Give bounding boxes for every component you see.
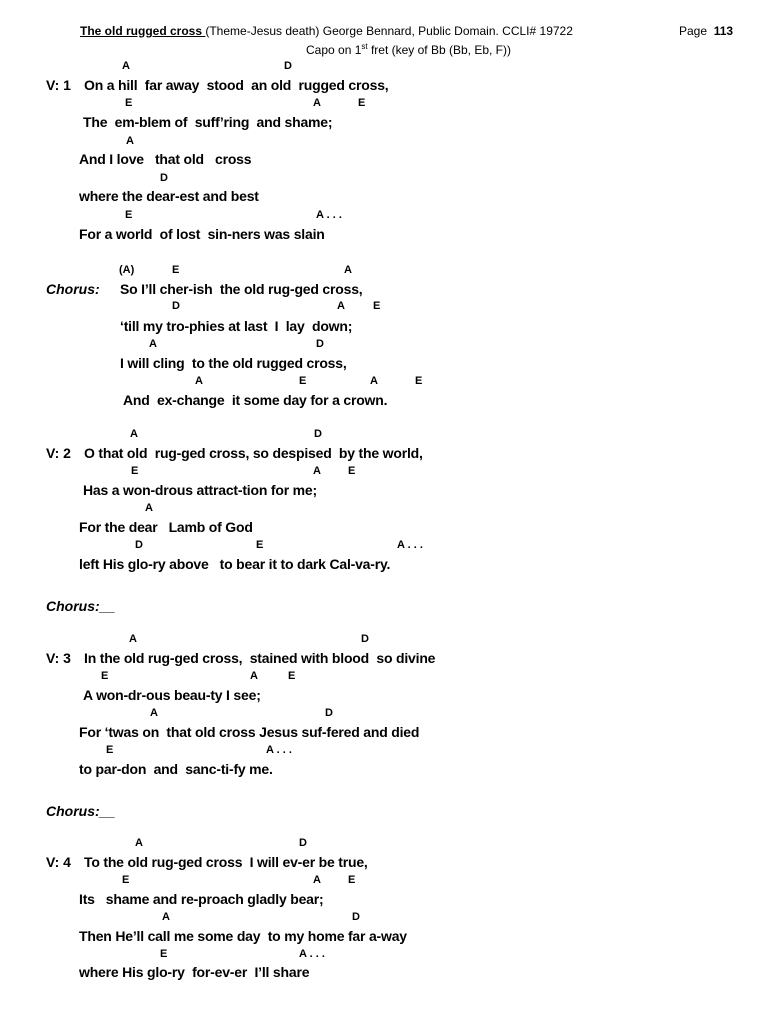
chord: D — [299, 837, 307, 849]
lyric-line: A won-dr-ous beau-ty I see; — [83, 687, 261, 703]
chord: E — [299, 375, 307, 387]
chord: D — [284, 60, 292, 72]
chord: E — [106, 744, 114, 756]
chord: A . . . — [316, 209, 342, 221]
chord: A — [370, 375, 378, 387]
chord: A — [150, 707, 158, 719]
chord: A — [126, 135, 134, 147]
chorus-label: Chorus: — [46, 281, 100, 297]
chord: A — [313, 874, 321, 886]
chord: E — [122, 874, 130, 886]
chord: A . . . — [299, 948, 325, 960]
chord: A — [129, 633, 137, 645]
page-number: 113 — [713, 24, 734, 38]
chord: E — [415, 375, 423, 387]
lyric-line: left His glo-ry above to bear it to dark Cal-va-ry. — [79, 556, 391, 572]
chord: D — [361, 633, 369, 645]
lyric-line: In the old rug-ged cross, stained with blood so divine — [84, 650, 436, 666]
lyric-line: And ex-change it some day for a crown. — [123, 392, 388, 408]
chord: D — [316, 338, 324, 350]
lyric-line: Its shame and re-proach gladly bear; — [79, 891, 324, 907]
verse-label: V: 1 — [46, 77, 71, 93]
lyric-line: I will cling to the old rugged cross, — [120, 355, 347, 371]
chord: D — [314, 428, 322, 440]
lyric-line: For ‘twas on that old cross Jesus suf-fered and died — [79, 724, 420, 740]
chord: E — [101, 670, 109, 682]
lyric-line: So I’ll cher-ish the old rug-ged cross, — [120, 281, 363, 297]
chord: D — [135, 539, 143, 551]
chord: A — [195, 375, 203, 387]
chord: E — [348, 465, 356, 477]
lyric-line: where the dear-est and best — [79, 188, 259, 204]
chord: A — [162, 911, 170, 923]
lyric-line: The em-blem of suff’ring and shame; — [83, 114, 333, 130]
chord: A . . . — [397, 539, 423, 551]
lyric-line: Has a won-drous attract-tion for me; — [83, 482, 317, 498]
verse-label: V: 4 — [46, 854, 71, 870]
capo-text: Capo on 1 — [306, 43, 362, 57]
chord: E — [348, 874, 356, 886]
capo-key: fret (key of Bb (Bb, Eb, F)) — [367, 43, 511, 57]
chord: (A) — [119, 264, 135, 276]
chord: A — [313, 97, 321, 109]
chord: A — [135, 837, 143, 849]
page-indicator — [679, 24, 733, 38]
chord: A — [122, 60, 130, 72]
chord: E — [373, 300, 381, 312]
chord: A — [250, 670, 258, 682]
chord: E — [172, 264, 180, 276]
chord: A — [313, 465, 321, 477]
verse-label: V: 3 — [46, 650, 71, 666]
lyric-line: For a world of lost sin-ners was slain — [79, 226, 325, 242]
chorus-reference: Chorus:__ — [46, 598, 116, 614]
chord: A . . . — [266, 744, 292, 756]
chord: D — [352, 911, 360, 923]
lyric-line: O that old rug-ged cross, so despised by the world, — [84, 445, 423, 461]
chord: E — [160, 948, 168, 960]
chord: E — [131, 465, 139, 477]
lyric-line: ‘till my tro-phies at last I lay down; — [120, 318, 353, 334]
lyric-line: where His glo-ry for-ev-er I’ll share — [79, 964, 310, 980]
chord: E — [256, 539, 264, 551]
chord: D — [160, 172, 168, 184]
chord: A — [344, 264, 352, 276]
lyric-line: Then He’ll call me some day to my home far a-way — [79, 928, 407, 944]
capo-note — [306, 42, 511, 57]
song-subtitle: (Theme-Jesus death) George Bennard, Public Domain. CCLI# 19722 — [205, 24, 573, 38]
lyric-line: For the dear Lamb of God — [79, 519, 253, 535]
chord: A — [337, 300, 345, 312]
lyric-line: On a hill far away stood an old rugged cross, — [84, 77, 389, 93]
page-label: Page — [679, 24, 708, 38]
chord: A — [149, 338, 157, 350]
lyric-line: And I love that old cross — [79, 151, 252, 167]
chord: E — [125, 209, 133, 221]
chord: A — [130, 428, 138, 440]
chord: A — [145, 502, 153, 514]
chorus-reference: Chorus:__ — [46, 803, 116, 819]
chord: D — [172, 300, 180, 312]
chord: D — [325, 707, 333, 719]
chord: E — [288, 670, 296, 682]
song-header — [80, 24, 573, 38]
verse-label: V: 2 — [46, 445, 71, 461]
lyric-line: To the old rug-ged cross I will ev-er be true, — [84, 854, 368, 870]
song-title: The old rugged cross — [80, 24, 206, 38]
lyric-line: to par-don and sanc-ti-fy me. — [79, 761, 273, 777]
chord: E — [358, 97, 366, 109]
chord: E — [125, 97, 133, 109]
capo-superscript: st — [361, 42, 368, 51]
